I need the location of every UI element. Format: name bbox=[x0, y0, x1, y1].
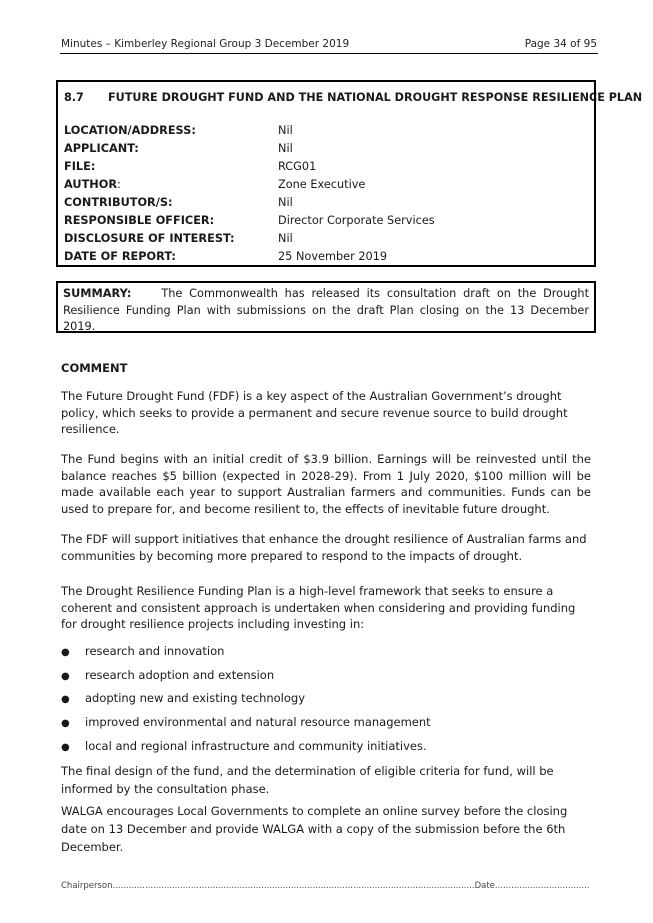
field-value: RCG01 bbox=[278, 160, 317, 173]
field-value: Nil bbox=[278, 232, 293, 245]
paragraph: The Fund begins with an initial credit of $3.9 billion. Earnings will be reinvested until the balance reaches $5 billion (expected in 2028-29). From 1 July 2020, $100 million will be made available each year to support Australian farmers and communities. Funds can be used to prepare for, and become resilient to, the effects of inevitable future drought. bbox=[61, 452, 591, 516]
list-item bbox=[61, 715, 431, 729]
list-item bbox=[61, 691, 305, 705]
field-contributors bbox=[64, 196, 293, 209]
list-item-text: adopting new and existing technology bbox=[85, 691, 306, 705]
field-value: Nil bbox=[278, 142, 293, 155]
paragraph: The Future Drought Fund (FDF) is a key aspect of the Australian Government’s drought policy, which seeks to provide a permanent and secure revenue source to build drought resilience. bbox=[61, 389, 568, 436]
summary-text: The Commonwealth has released its consultation draft on the Drought Resilience Funding Plan with submissions on the draft Plan closing on the 13 December 2019. bbox=[63, 287, 589, 333]
item-details-box bbox=[56, 80, 643, 267]
list-item-text: research and innovation bbox=[85, 644, 225, 658]
field-label: RESPONSIBLE OFFICER: bbox=[64, 214, 215, 227]
paragraph: The FDF will support initiatives that enhance the drought resilience of Australian farms and communities by becoming more prepared to respond to the impacts of drought. bbox=[61, 532, 587, 563]
field-value: Nil bbox=[278, 196, 293, 209]
list-item-text: improved environmental and natural resource management bbox=[85, 715, 431, 729]
header-rule bbox=[60, 53, 598, 54]
field-author bbox=[64, 178, 365, 191]
field-value: Director Corporate Services bbox=[278, 214, 435, 227]
field-label: AUTHOR bbox=[64, 178, 118, 191]
field-value: Nil bbox=[278, 124, 293, 137]
running-header-title: Minutes – Kimberley Regional Group 3 December 2019 bbox=[61, 38, 350, 50]
field-value: Zone Executive bbox=[278, 178, 366, 191]
list-item bbox=[61, 644, 224, 658]
field-date-of-report bbox=[64, 250, 387, 263]
summary-box bbox=[56, 281, 596, 333]
comment-heading: COMMENT bbox=[61, 361, 128, 375]
list-item-text: local and regional infrastructure and community initiatives. bbox=[85, 739, 427, 753]
field-label: DATE OF REPORT: bbox=[64, 250, 176, 263]
field-disclosure bbox=[64, 232, 293, 245]
bullet-icon: ● bbox=[61, 694, 70, 705]
paragraph: WALGA encourages Local Governments to complete an online survey before the closing date on 13 December and provide WALGA with a copy of the submission before the 6th December. bbox=[61, 804, 568, 854]
field-label: FILE: bbox=[64, 160, 96, 173]
bullet-icon: ● bbox=[61, 671, 70, 682]
field-label: LOCATION/ADDRESS: bbox=[64, 124, 196, 137]
bullet-icon: ● bbox=[61, 742, 70, 753]
chairperson-signature-line: ...................................................................................................................................... bbox=[112, 881, 475, 891]
field-label: DISCLOSURE OF INTEREST: bbox=[64, 232, 235, 245]
date-label: Date bbox=[474, 881, 495, 891]
paragraph: The final design of the fund, and the determination of eligible criteria for fund, will be informed by the consultation phase. bbox=[61, 764, 554, 796]
field-label-colon: : bbox=[117, 178, 121, 191]
summary-label: SUMMARY: bbox=[63, 287, 132, 300]
item-heading bbox=[64, 91, 642, 104]
page-number: Page 34 of 95 bbox=[524, 38, 597, 50]
list-item bbox=[61, 668, 274, 682]
list-item-text: research adoption and extension bbox=[85, 668, 275, 682]
field-value: 25 November 2019 bbox=[278, 250, 388, 263]
bullet-icon: ● bbox=[61, 718, 70, 729]
paragraph: The Drought Resilience Funding Plan is a high-level framework that seeks to ensure a coherent and consistent approach is undertaken when considering and providing funding for drought resilience projects including investing in: bbox=[61, 584, 576, 631]
chairperson-label: Chairperson bbox=[61, 881, 113, 891]
field-location bbox=[64, 124, 293, 137]
item-title: FUTURE DROUGHT FUND AND THE NATIONAL DROUGHT RESPONSE RESILIENCE PLAN bbox=[108, 91, 643, 104]
bullet-icon: ● bbox=[61, 647, 70, 658]
field-label: CONTRIBUTOR/S: bbox=[64, 196, 173, 209]
field-responsible-officer bbox=[64, 214, 435, 227]
field-file bbox=[64, 160, 316, 173]
item-number: 8.7 bbox=[64, 91, 84, 104]
field-label: APPLICANT: bbox=[64, 142, 139, 155]
date-line: ................................... bbox=[494, 881, 590, 891]
signature-footer bbox=[61, 881, 590, 891]
field-applicant bbox=[64, 142, 293, 155]
list-item bbox=[61, 739, 427, 753]
